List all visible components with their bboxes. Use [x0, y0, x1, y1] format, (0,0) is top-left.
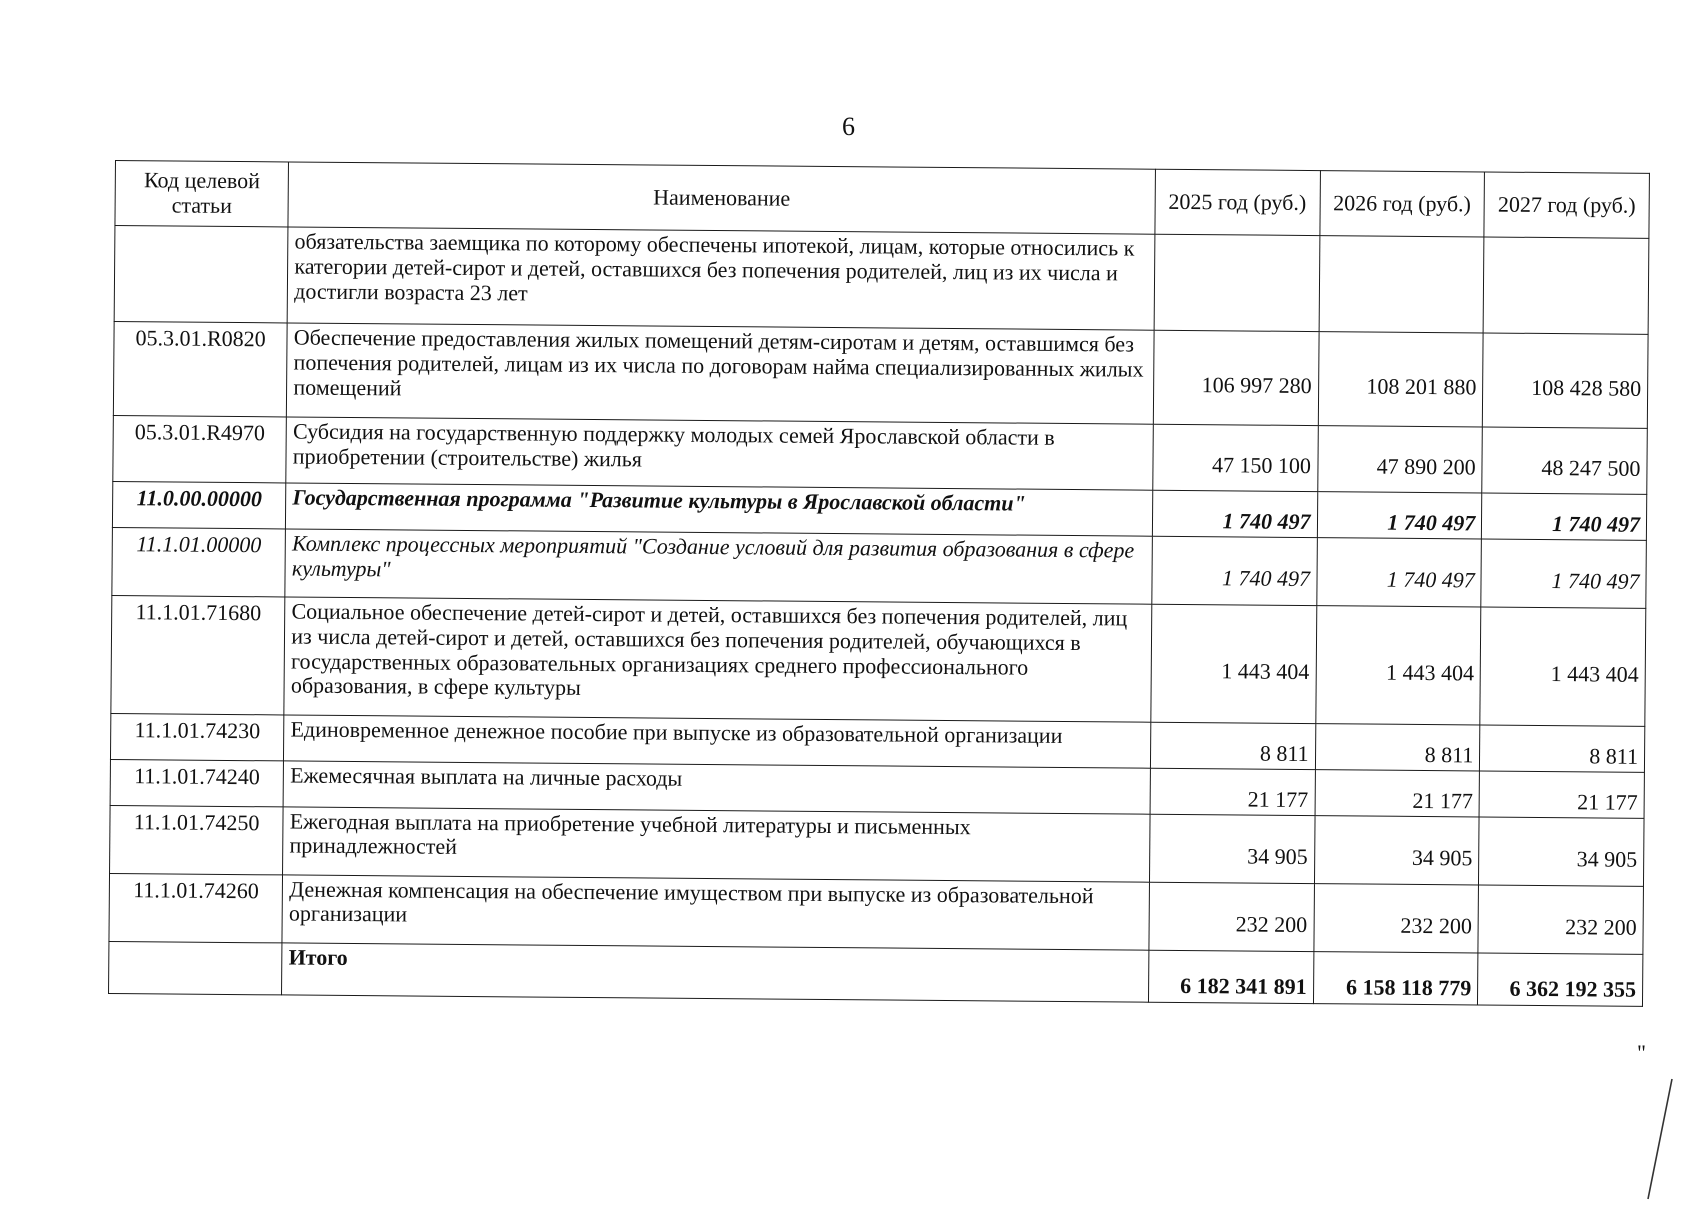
header-code: Код целевой статьи: [115, 161, 289, 227]
row-name: Государственная программа "Развитие культуры в Ярославской области": [286, 483, 1153, 536]
row-value-2027: 34 905: [1479, 817, 1644, 886]
row-value-2025: 1 740 497: [1152, 490, 1317, 537]
budget-table: [108, 160, 1650, 1006]
row-code: 11.1.01.74240: [110, 759, 284, 806]
row-code: 05.3.01.R0820: [113, 321, 287, 416]
total-value-2025: 6 182 341 891: [1148, 950, 1313, 1003]
header-2026: 2026 год (руб.): [1319, 171, 1484, 237]
row-value-2025: [1154, 234, 1320, 331]
table-row: [112, 527, 1647, 608]
row-value-2025: 21 177: [1150, 768, 1315, 815]
row-value-2026: 47 890 200: [1317, 426, 1482, 493]
row-value-2027: 8 811: [1480, 725, 1645, 772]
row-value-2027: [1483, 237, 1649, 334]
row-value-2027: 1 740 497: [1482, 493, 1647, 540]
row-value-2025: 8 811: [1150, 722, 1315, 769]
row-value-2027: 1 443 404: [1480, 607, 1646, 726]
table-row: [114, 226, 1649, 335]
total-code: [109, 941, 283, 994]
page-number: 6: [842, 112, 855, 141]
row-name: Единовременное денежное пособие при выпуске из образовательной организации: [284, 715, 1151, 768]
row-value-2025: 1 740 497: [1152, 536, 1317, 605]
closing-quote: ": [1637, 1040, 1646, 1065]
row-name: Ежегодная выплата на приобретение учебной литературы и письменных принадлежностей: [283, 807, 1150, 882]
row-value-2025: 47 150 100: [1153, 424, 1318, 491]
row-value-2025: 34 905: [1149, 814, 1314, 883]
row-value-2025: 232 200: [1149, 882, 1314, 951]
row-value-2027: 232 200: [1478, 885, 1643, 954]
row-code: [114, 226, 288, 323]
row-value-2027: 1 740 497: [1481, 539, 1646, 608]
row-code: 11.1.01.74250: [110, 805, 284, 874]
row-value-2026: 108 201 880: [1318, 332, 1484, 427]
row-value-2026: 34 905: [1314, 815, 1479, 884]
total-value-2026: 6 158 118 779: [1313, 951, 1478, 1004]
row-name: Субсидия на государственную поддержку молодых семей Ярославской области в приобретении (строительстве) жилья: [286, 417, 1153, 490]
row-value-2026: 1 443 404: [1315, 605, 1481, 724]
table-row: [110, 805, 1645, 886]
row-code: 11.1.01.74230: [110, 713, 284, 760]
row-name: Комплекс процессных мероприятий "Создание условий для развития образования в сфере культуры": [285, 529, 1152, 604]
row-name: Ежемесячная выплата на личные расходы: [283, 761, 1150, 814]
table-row: [109, 873, 1644, 954]
total-label: Итого: [282, 943, 1149, 1002]
table-row: [111, 595, 1646, 726]
row-name: Обеспечение предоставления жилых помещений детям-сиротам и детям, оставшимся без попечения родителей, лицам из их числа по договорам найма специализированных жилых помещений: [287, 323, 1154, 424]
row-value-2025: 106 997 280: [1153, 330, 1319, 425]
row-value-2026: 1 740 497: [1317, 492, 1482, 539]
row-value-2026: 8 811: [1315, 723, 1480, 770]
row-code: 05.3.01.R4970: [113, 415, 287, 482]
row-code: 11.1.01.00000: [112, 527, 286, 596]
total-value-2027: 6 362 192 355: [1478, 953, 1643, 1006]
row-name: обязательства заемщика по которому обеспечены ипотекой, лицам, которые относились к категории детей-сирот и детей, оставшихся без попечения родителей, лиц из их числа и достигли возраста 23 лет: [287, 227, 1154, 330]
row-value-2027: 21 177: [1479, 771, 1644, 818]
row-value-2027: 48 247 500: [1482, 427, 1647, 494]
row-code: 11.1.01.71680: [111, 595, 285, 714]
row-name: Денежная компенсация на обеспечение имуществом при выпуске из образовательной организации: [282, 875, 1149, 950]
row-value-2025: 1 443 404: [1151, 604, 1317, 723]
header-name: Наименование: [288, 162, 1155, 234]
row-value-2026: 21 177: [1315, 769, 1480, 816]
pen-stroke-mark: [1640, 1075, 1680, 1205]
row-code: 11.0.00.00000: [112, 481, 286, 528]
row-value-2027: 108 428 580: [1483, 333, 1649, 428]
row-value-2026: 1 740 497: [1316, 537, 1481, 606]
header-2025: 2025 год (руб.): [1155, 169, 1320, 235]
row-name: Социальное обеспечение детей-сирот и детей, оставшихся без попечения родителей, лиц из числа детей-сирот и детей, оставшихся без попечения родителей, обучающихся в государственных образовательных организациях среднего профессионального образования, в сфере культуры: [284, 597, 1151, 722]
row-value-2026: 232 200: [1313, 883, 1478, 952]
table-row: [113, 321, 1648, 428]
row-value-2026: [1319, 236, 1485, 333]
row-code: 11.1.01.74260: [109, 873, 283, 942]
header-2027: 2027 год (руб.): [1484, 172, 1649, 238]
